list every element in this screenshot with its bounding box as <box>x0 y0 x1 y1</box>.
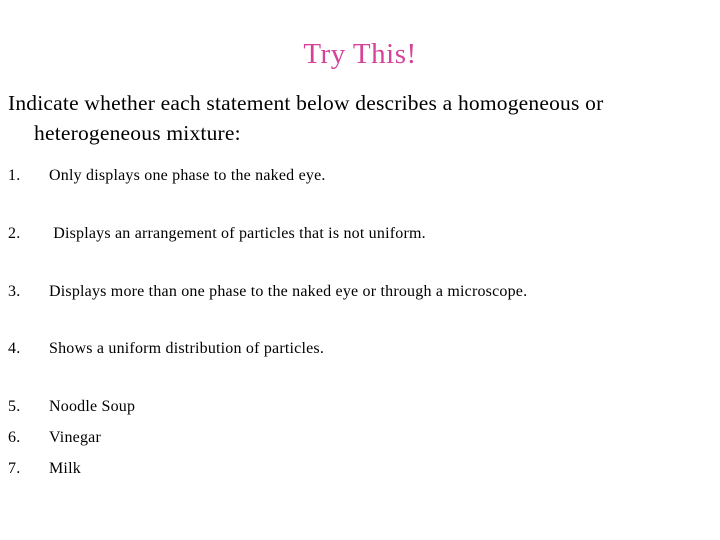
list-item-7 <box>8 459 81 479</box>
list-item-6 <box>8 428 101 448</box>
list-item-3 <box>8 282 527 302</box>
instructions-text: Indicate whether each statement below describes a homogeneous or heterogeneous mixture: <box>8 91 604 145</box>
item-text: Only displays one phase to the naked eye. <box>49 167 326 184</box>
item-number: 2. <box>8 225 21 242</box>
item-number: 3. <box>8 283 21 300</box>
item-text: Noodle Soup <box>49 398 136 415</box>
list-item-5 <box>8 397 135 417</box>
item-number: 6. <box>8 429 21 446</box>
item-text: Milk <box>49 460 81 477</box>
item-number: 1. <box>8 167 21 184</box>
slide-title: Try This! <box>303 38 417 70</box>
item-number: 5. <box>8 398 21 415</box>
list-item-4 <box>8 339 324 359</box>
item-text: Shows a uniform distribution of particles. <box>49 340 325 357</box>
list-item-2 <box>8 224 426 244</box>
item-text: Displays more than one phase to the naked eye or through a microscope. <box>49 283 528 300</box>
item-number: 7. <box>8 460 21 477</box>
list-item-1 <box>8 166 326 186</box>
item-number: 4. <box>8 340 21 357</box>
item-text: Displays an arrangement of particles that is not uniform. <box>49 225 426 242</box>
item-text: Vinegar <box>49 429 101 446</box>
